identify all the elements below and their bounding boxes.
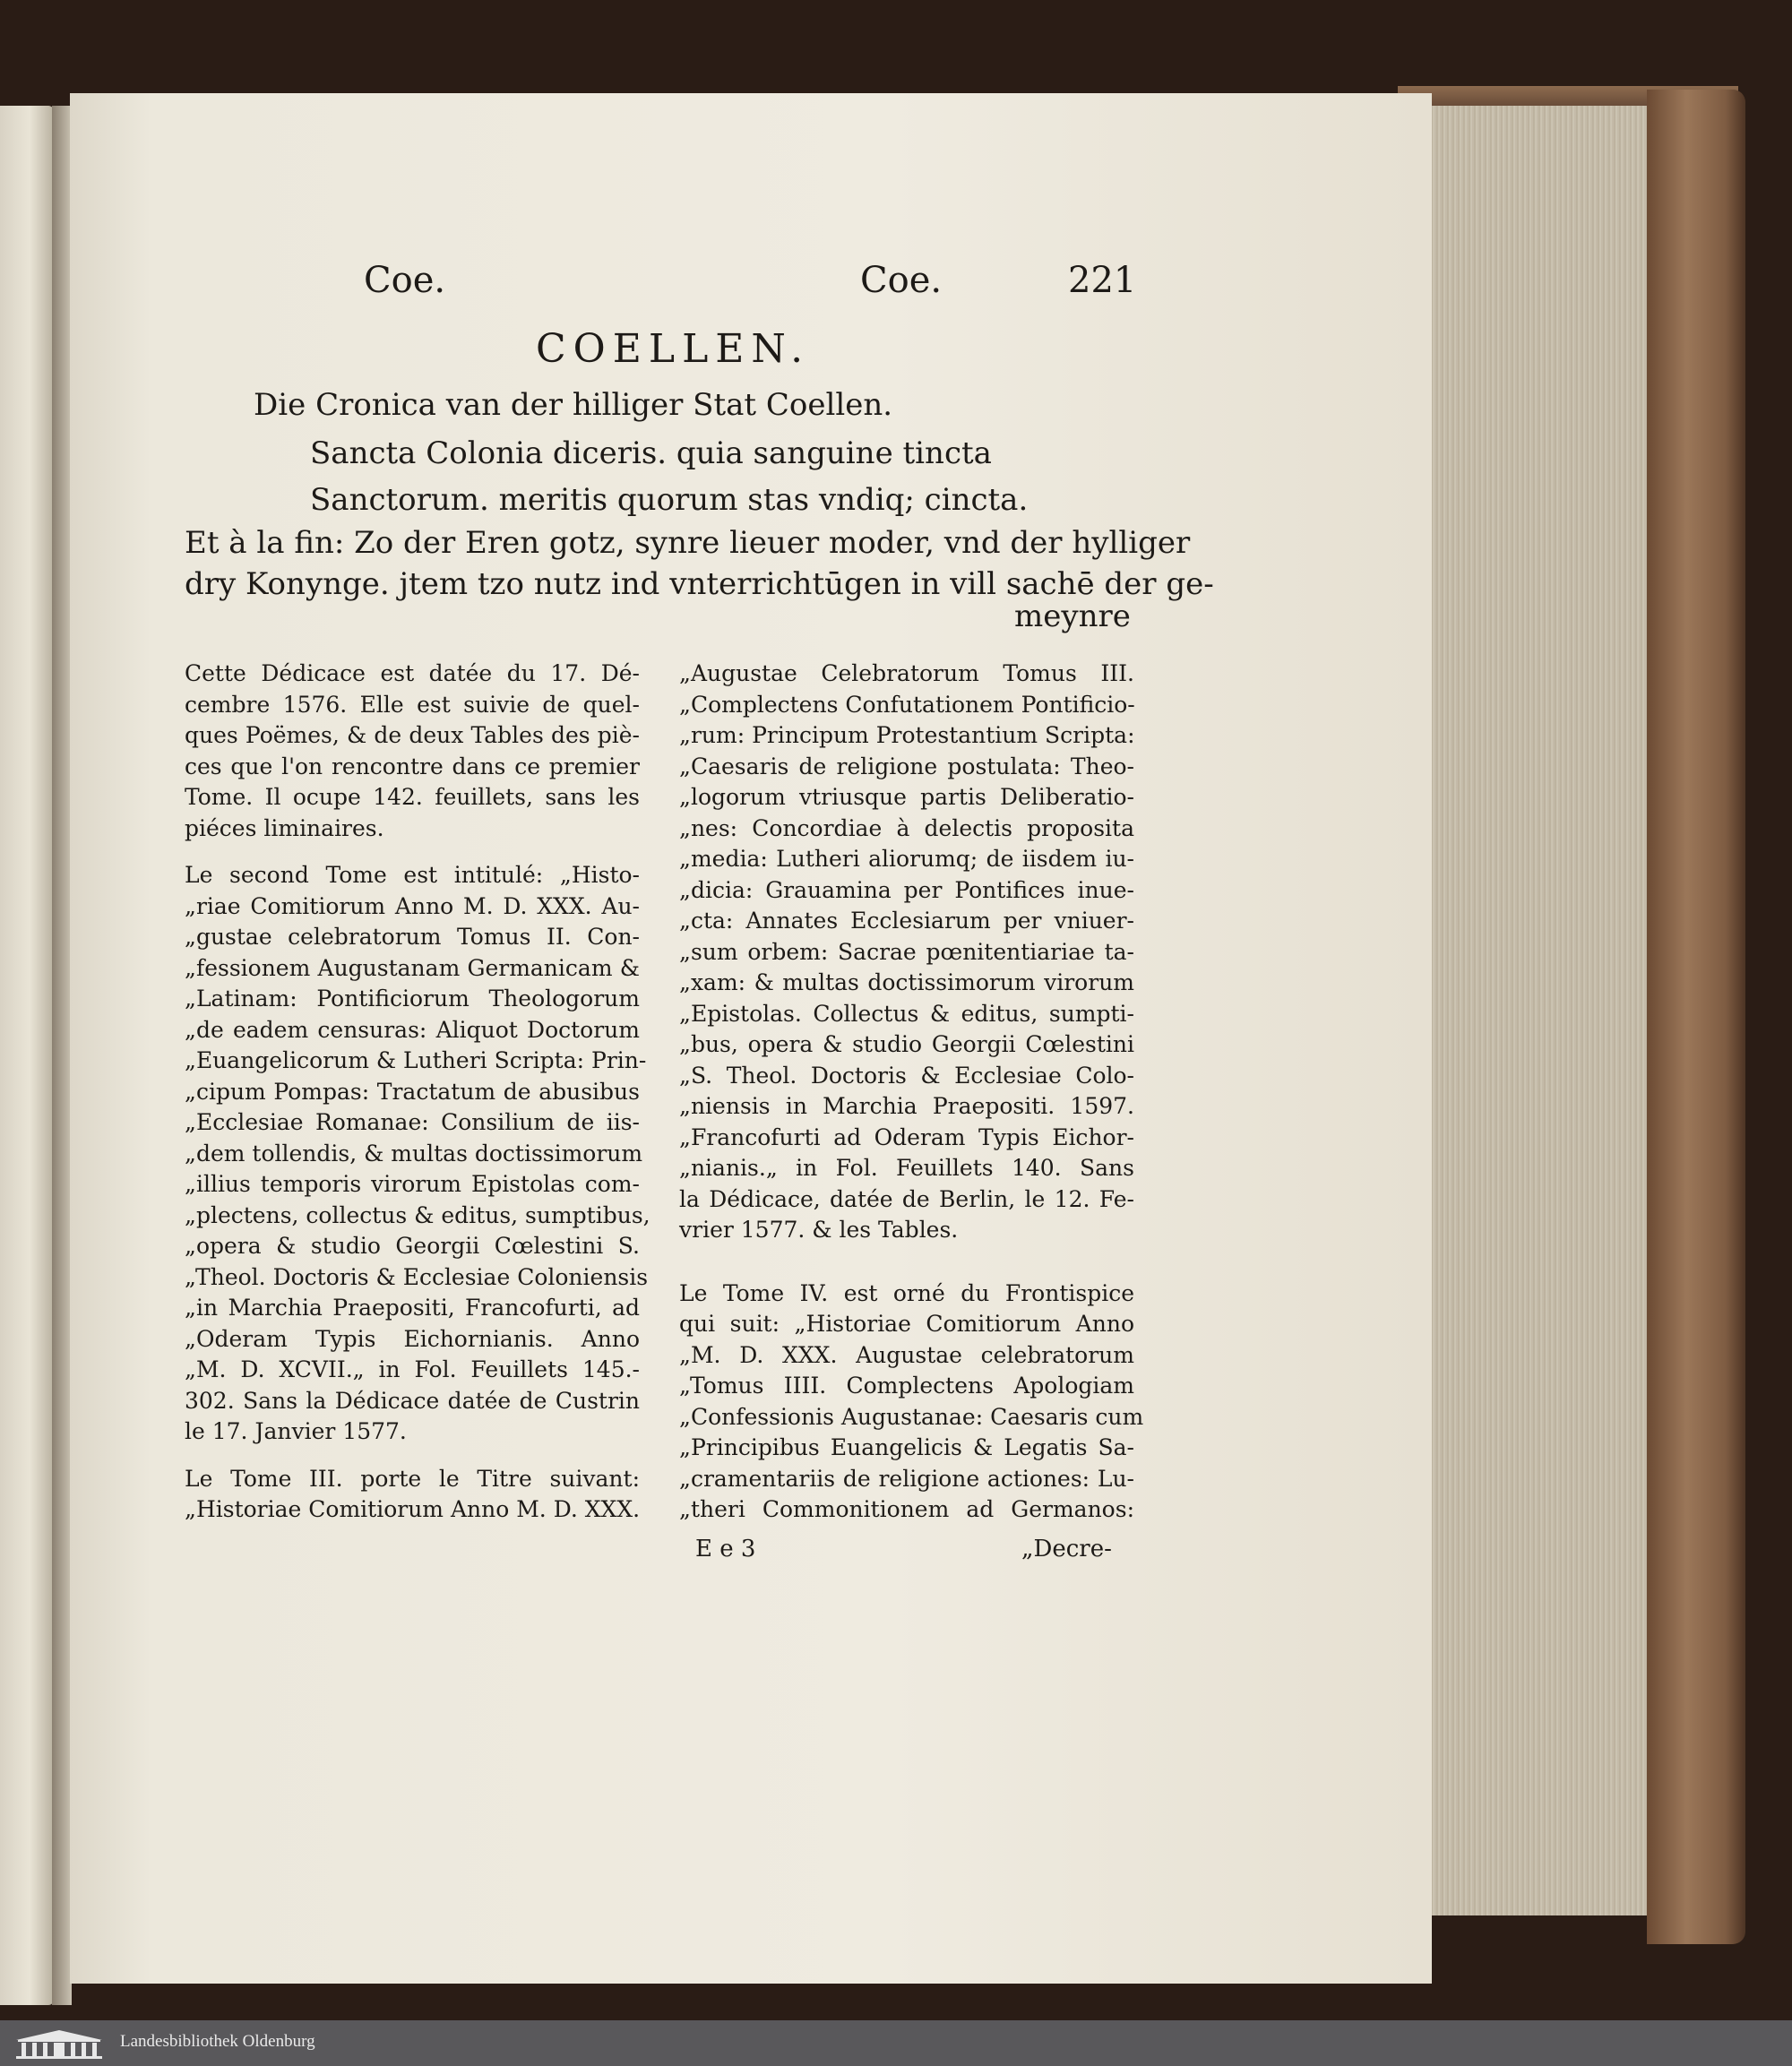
- right-text-column: [679, 659, 1144, 1526]
- text-line: cembre 1576. Elle est suivie de quel-: [185, 691, 640, 718]
- entry-title: COELLEN.: [536, 326, 811, 372]
- text-line: „cta: Annates Ecclesiarum per vniuer-: [679, 908, 1134, 934]
- left-page-edge: [0, 106, 54, 2005]
- book-title-line: Et à la fin: Zo der Eren gotz, synre lieuer moder, vnd der hylliger: [185, 525, 1191, 561]
- book-title-line: Sanctorum. meritis quorum stas vndiq; cincta.: [310, 482, 1029, 518]
- text-line: ques Poëmes, & de deux Tables des piè-: [185, 722, 640, 748]
- text-line: „theri Commonitionem ad Germanos:: [679, 1496, 1134, 1522]
- text-line: „de eadem censuras: Aliquot Doctorum: [185, 1016, 640, 1043]
- text-line: la Dédicace, datée de Berlin, le 12. Fe-: [679, 1185, 1134, 1212]
- text-line: „dem tollendis, & multas doctissimorum: [185, 1140, 643, 1166]
- text-line: „niensis in Marchia Praepositi. 1597.: [679, 1093, 1134, 1119]
- text-line: le 17. Janvier 1577.: [185, 1418, 407, 1444]
- text-line: „Augustae Celebratorum Tomus III.: [679, 660, 1134, 686]
- text-line: „nes: Concordiae à delectis proposita: [679, 814, 1134, 841]
- book-gutter: [52, 106, 72, 2005]
- text-line: „media: Lutheri aliorumq; de iisdem iu-: [679, 846, 1134, 872]
- text-line: „sum orbem: Sacrae pœnitentiariae ta-: [679, 938, 1134, 965]
- text-line: Le Tome III. porte le Titre suivant:: [185, 1465, 640, 1492]
- text-line: „bus, opera & studio Georgii Cœlestini: [679, 1031, 1134, 1057]
- text-line: „cipum Pompas: Tractatum de abusibus: [185, 1078, 640, 1105]
- text-line: „Tomus IIII. Complectens Apologiam: [679, 1373, 1134, 1399]
- catchword: „Decre-: [1021, 1536, 1112, 1562]
- text-line: Tome. Il ocupe 142. feuillets, sans les: [185, 784, 640, 810]
- text-line: 302. Sans la Dédicace datée de Custrin: [185, 1387, 640, 1414]
- text-line: „Latinam: Pontificiorum Theologorum: [185, 986, 640, 1011]
- book-title-line: dry Konynge. jtem tzo nutz ind vnterrichtūgen in vill sachē der ge-: [185, 566, 1214, 602]
- left-text-column: [185, 659, 650, 1526]
- running-head-left: Coe.: [364, 260, 446, 301]
- footer-bar: [0, 2020, 1792, 2066]
- text-line: „Complectens Confutationem Pontificio-: [679, 691, 1135, 718]
- text-line: „Ecclesiae Romanae: Consilium de iis-: [185, 1109, 640, 1135]
- text-line: „M. D. XCVII.„ in Fol. Feuillets 145.-: [185, 1356, 640, 1382]
- text-line: „plectens, collectus & editus, sumptibus,: [185, 1201, 650, 1228]
- page-block-edges: [1425, 106, 1649, 1915]
- text-line: piéces liminaires.: [185, 814, 384, 841]
- text-line: „M. D. XXX. Augustae celebratorum: [679, 1341, 1134, 1368]
- signature-mark: E e 3: [695, 1536, 756, 1562]
- text-line: „rum: Principum Protestantium Scripta:: [679, 722, 1135, 748]
- text-line: „logorum vtriusque partis Deliberatio-: [679, 784, 1134, 810]
- book-title-line: meynre: [1014, 598, 1131, 634]
- text-line: „illius temporis virorum Epistolas com-: [185, 1171, 640, 1197]
- text-line: „S. Theol. Doctoris & Ecclesiae Colo-: [679, 1062, 1134, 1089]
- running-head-center: Coe.: [860, 260, 943, 301]
- text-line: „Epistolas. Collectus & editus, sumpti-: [679, 1000, 1134, 1027]
- text-line: Cette Dédicace est datée du 17. Dé-: [185, 660, 640, 686]
- text-line: „gustae celebratorum Tomus II. Con-: [185, 924, 640, 950]
- book-title-line: Sancta Colonia diceris. quia sanguine tincta: [310, 435, 992, 471]
- text-line: „riae Comitiorum Anno M. D. XXX. Au-: [185, 892, 640, 919]
- text-line: „Euangelicorum & Lutheri Scripta: Prin-: [185, 1047, 647, 1073]
- text-line: „Confessionis Augustanae: Caesaris cum: [679, 1403, 1144, 1430]
- text-line: „cramentariis de religione actiones: Lu-: [679, 1465, 1134, 1492]
- text-line: „Theol. Doctoris & Ecclesiae Coloniensis: [185, 1263, 649, 1290]
- text-line: „xam: & multas doctissimorum virorum: [679, 969, 1134, 995]
- text-line: „Principibus Euangelicis & Legatis Sa-: [679, 1434, 1134, 1460]
- library-building-icon: [13, 2027, 106, 2060]
- text-line: „fessionem Augustanam Germanicam &: [185, 954, 640, 981]
- text-line: Le Tome IV. est orné du Frontispice: [679, 1279, 1134, 1306]
- book-title-line: Die Cronica van der hilliger Stat Coellen.: [254, 387, 893, 423]
- text-line: „Francofurti ad Oderam Typis Eichor-: [679, 1123, 1134, 1150]
- text-line: Le second Tome est intitulé: „Histo-: [185, 862, 640, 888]
- text-line: „Oderam Typis Eichornianis. Anno: [185, 1325, 640, 1352]
- text-line: ces que l'on rencontre dans ce premier: [185, 753, 640, 779]
- text-line: „opera & studio Georgii Cœlestini S.: [185, 1233, 640, 1259]
- text-line: „Caesaris de religione postulata: Theo-: [679, 753, 1134, 779]
- text-line: vrier 1577. & les Tables.: [679, 1217, 959, 1243]
- text-line: „in Marchia Praepositi, Francofurti, ad: [185, 1295, 640, 1321]
- text-line: „Historiae Comitiorum Anno M. D. XXX.: [185, 1496, 641, 1522]
- text-line: „dicia: Grauamina per Pontifices inue-: [679, 876, 1134, 903]
- text-line: qui suit: „Historiae Comitiorum Anno: [679, 1311, 1134, 1337]
- leather-cover: [1647, 90, 1745, 1944]
- text-line: „nianis.„ in Fol. Feuillets 140. Sans: [679, 1155, 1134, 1181]
- library-name: Landesbibliothek Oldenburg: [120, 2032, 315, 2051]
- page-number: 221: [1068, 260, 1137, 301]
